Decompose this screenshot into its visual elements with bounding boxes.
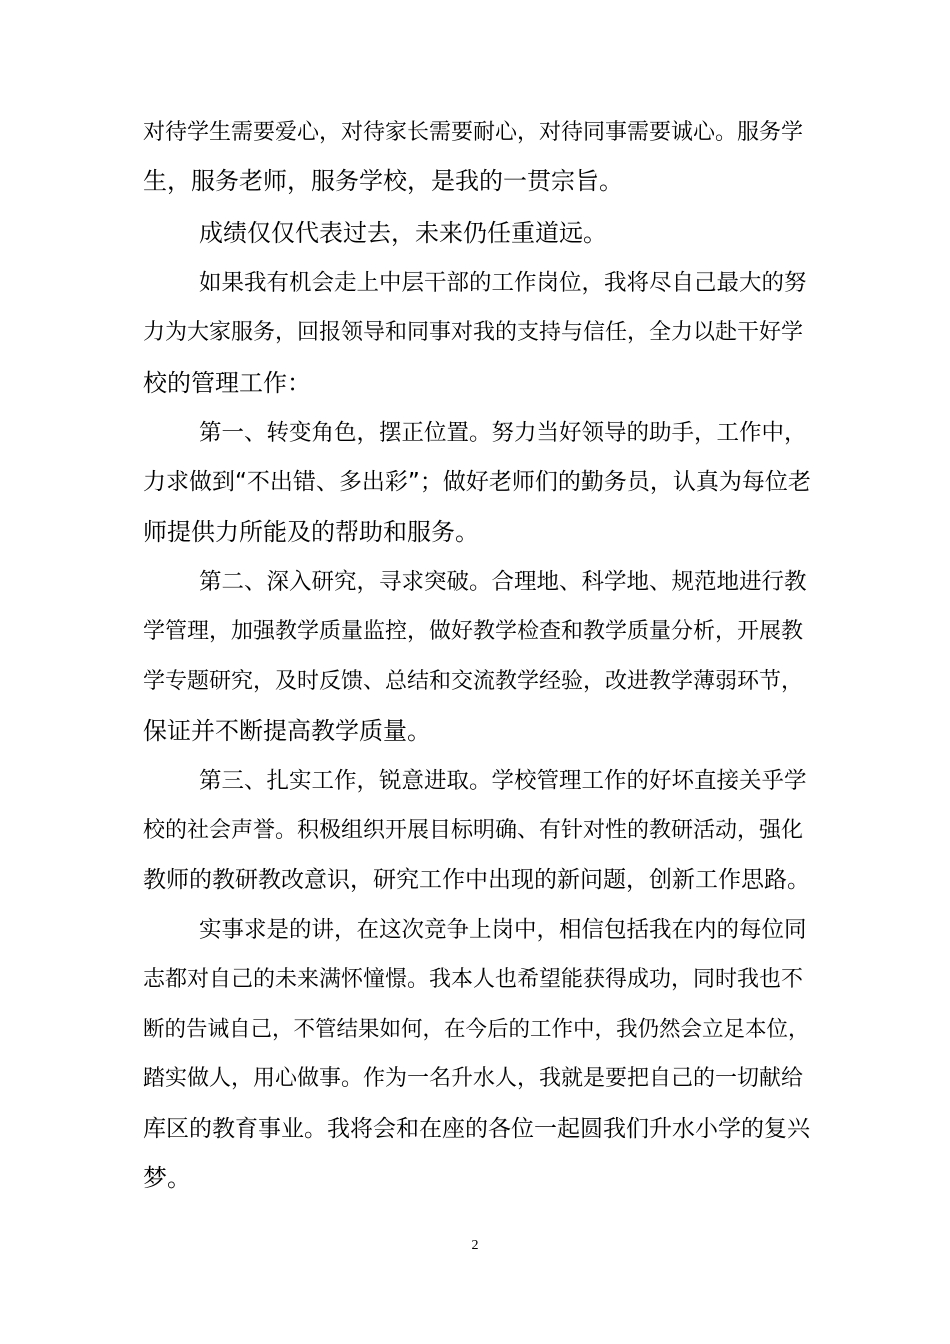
paragraph-1-line-2: 生，服务老师，服务学校，是我的一贯宗旨。 — [143, 167, 623, 195]
paragraph-3-line-3: 校的管理工作： — [143, 369, 311, 397]
paragraph-7-line-5: 库区的教育事业。我将会和在座的各位一起圆我们升水小学的复兴 — [143, 1116, 810, 1142]
paragraph-7-line-2: 志都对自己的未来满怀憧憬。我本人也希望能获得成功，同时我也不 — [143, 967, 804, 992]
paragraph-4-line-2: 力求做到“不出错、多出彩”；做好老师们的勤务员，认真为每位老 — [143, 469, 811, 495]
paragraph-6-line-3: 教师的教研教改意识，研究工作中出现的新问题，创新工作思路。 — [143, 867, 810, 893]
page-number: 2 — [471, 1238, 479, 1253]
paragraph-7-line-1: 实事求是的讲，在这次竞争上岗中，相信包括我在内的每位同 — [199, 917, 807, 943]
paragraph-3-line-1: 如果我有机会走上中层干部的工作岗位，我将尽自己最大的努 — [199, 270, 807, 296]
paragraph-4-line-3: 师提供力所能及的帮助和服务。 — [143, 518, 479, 546]
paragraph-7-line-6: 梦。 — [143, 1164, 191, 1192]
paragraph-5-line-3: 学专题研究，及时反馈、总结和交流教学经验，改进教学薄弱环节， — [143, 669, 804, 694]
paragraph-4-line-1: 第一、转变角色，摆正位置。努力当好领导的助手，工作中， — [199, 420, 807, 446]
paragraph-1-line-1: 对待学生需要爱心，对待家长需要耐心，对待同事需要诚心。服务学 — [143, 120, 804, 145]
paragraph-5-line-4: 保证并不断提高教学质量。 — [143, 717, 431, 745]
paragraph-7-line-4: 踏实做人，用心做事。作为一名升水人，我就是要把自己的一切献给 — [143, 1066, 804, 1091]
paragraph-7-line-3: 断的告诫自己，不管结果如何，在今后的工作中，我仍然会立足本位， — [143, 1017, 810, 1042]
paragraph-3-line-2: 力为大家服务，回报领导和同事对我的支持与信任，全力以赴干好学 — [143, 320, 804, 345]
paragraph-5-line-2: 学管理，加强教学质量监控，做好教学检查和教学质量分析，开展教 — [143, 619, 804, 644]
paragraph-6-line-1: 第三、扎实工作，锐意进取。学校管理工作的好坏直接关乎学 — [199, 768, 807, 794]
paragraph-6-line-2: 校的社会声誉。积极组织开展目标明确、有针对性的教研活动，强化 — [143, 818, 804, 843]
paragraph-2-line-1: 成绩仅仅代表过去，未来仍任重道远。 — [199, 219, 607, 247]
paragraph-5-line-1: 第二、深入研究，寻求突破。合理地、科学地、规范地进行教 — [199, 569, 807, 595]
